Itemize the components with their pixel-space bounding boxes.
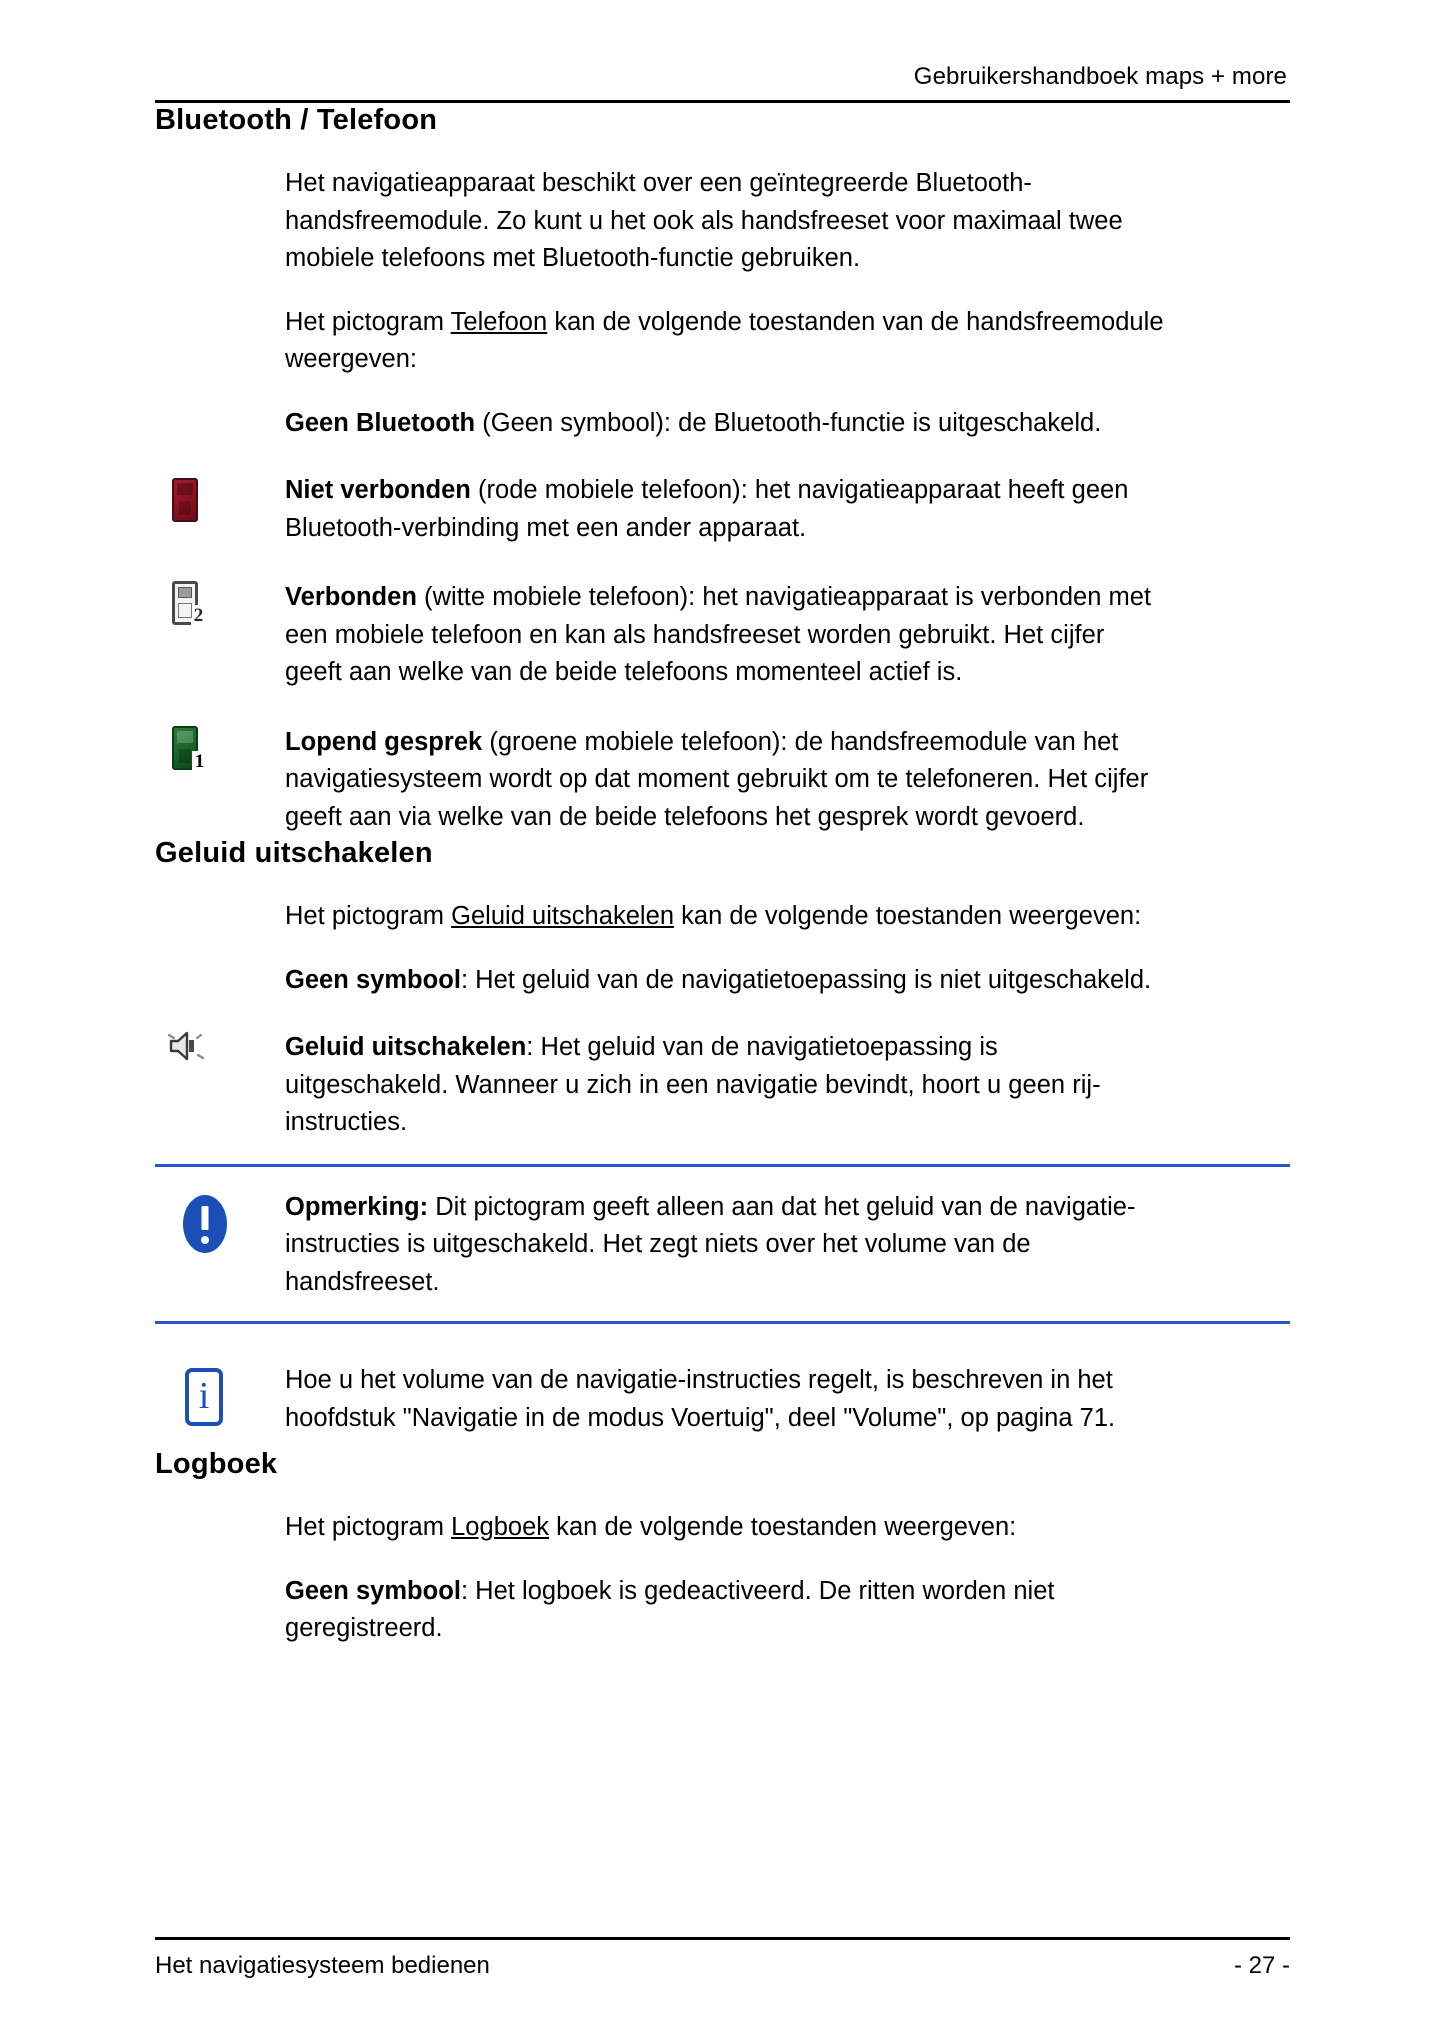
state-niet-verbonden <box>285 472 1165 547</box>
state-term: Verbonden <box>285 583 417 611</box>
state-geluid-uitschakelen <box>285 1029 1165 1142</box>
green-phone-icon-slot <box>172 726 232 786</box>
note-term: Opmerking: <box>285 1192 429 1221</box>
green-phone-icon <box>172 726 205 772</box>
state-description: (witte mobiele telefoon): het navigatieapparaat is verbonden met een mobiele telefoon en kan als handsfreeset worden gebruikt. Het cijfer geeft aan welke van de beide telefoons momenteel actief is. <box>285 583 1152 686</box>
state-description: (rode mobiele telefoon): het navigatieapparaat heeft geen Bluetooth-verbinding met een ander apparaat. <box>285 476 1129 542</box>
info-text: Hoe u het volume van de navigatie-instructies regelt, is beschreven in het hoofdstuk "Navigatie in de modus Voertuig", deel "Volume", op pagina 71. <box>285 1366 1116 1432</box>
pictogram-link-telefoon[interactable]: Telefoon <box>450 307 548 336</box>
note-description: Dit pictogram geeft alleen aan dat het geluid van de navigatie-instructies is uitgeschakeld. Het zegt niets over het volume van de handsfreeset. <box>285 1192 1136 1296</box>
page-title-geluid: Geluid uitschakelen <box>155 837 433 869</box>
pictogram-link-logboek[interactable]: Logboek <box>451 1513 550 1541</box>
white-phone-icon <box>172 581 204 626</box>
state-term: Geen Bluetooth <box>285 408 476 437</box>
state-geen-symbool-geluid <box>285 962 1165 1000</box>
page-footer <box>155 1937 1290 1980</box>
state-term: Niet verbonden <box>285 476 471 504</box>
phone-digit-badge: 1 <box>192 751 207 772</box>
note-box-opmerking <box>155 1164 1290 1325</box>
geluid-body <box>285 898 1165 999</box>
page-header <box>155 0 1290 103</box>
white-phone-icon-slot <box>172 581 232 641</box>
pictogram-lead-text: Het pictogram <box>285 902 452 930</box>
state-description: : Het geluid van de navigatietoepassing is niet uitgeschakeld. <box>460 965 1152 994</box>
state-geen-bluetooth <box>285 405 1165 443</box>
footer-page-number: - 27 - <box>1233 1952 1290 1979</box>
state-term: Geluid uitschakelen <box>285 1033 527 1061</box>
footer-chapter-title: Het navigatiesysteem bedienen <box>155 1952 490 1979</box>
mute-speaker-icon <box>167 1029 207 1063</box>
header-title: Gebruikershandboek maps + more <box>913 63 1287 90</box>
page-title-bluetooth: Bluetooth / Telefoon <box>155 104 438 136</box>
state-geen-symbool-logboek <box>285 1573 1165 1648</box>
pictogram-link-geluid-uitschakelen[interactable]: Geluid uitschakelen <box>451 902 675 930</box>
logboek-pictogram-paragraph <box>285 1509 1165 1547</box>
state-description: : Het geluid van de navigatietoepassing is uitgeschakeld. Wanneer u zich in een navigatie bevindt, hoort u geen rij-instructies. <box>285 1033 1101 1136</box>
red-phone-icon <box>172 478 198 522</box>
phone-digit-badge: 2 <box>191 605 206 626</box>
footer-row <box>155 1940 1290 1980</box>
state-lopend-gesprek <box>194 724 1165 837</box>
bluetooth-intro-paragraph: Het navigatieapparaat beschikt over een geïntegreerde Bluetooth-handsfreemodule. Zo kunt u het ook als handsfreeset voor maximaal twee mobiele telefoons met Bluetooth-functie gebruiken. <box>285 169 1123 272</box>
state-description: (Geen symbool): de Bluetooth-functie is uitgeschakeld. <box>475 408 1102 437</box>
bluetooth-pictogram-paragraph <box>285 304 1165 379</box>
state-description: (groene mobiele telefoon): de handsfreemodule van het navigatiesysteem wordt op dat moment gebruikt om te telefoneren. Het cijfer geeft aan via welke van de beide telefoons het gesprek wordt gevoerd. <box>285 727 1149 831</box>
state-verbonden <box>193 579 1165 692</box>
bluetooth-body <box>285 165 1165 442</box>
info-icon-slot <box>185 1368 247 1430</box>
note-text <box>285 1189 1165 1302</box>
mute-speaker-icon-slot <box>167 1029 227 1089</box>
info-icon-glyph: i <box>198 1375 210 1418</box>
exclamation-icon-slot <box>183 1195 245 1257</box>
state-term: Geen symbool <box>285 965 461 994</box>
geluid-pictogram-paragraph <box>285 898 1165 936</box>
exclamation-icon <box>183 1195 227 1253</box>
pictogram-lead-text: Het pictogram <box>285 307 451 336</box>
logboek-body <box>285 1509 1165 1648</box>
red-phone-icon-slot <box>172 478 232 538</box>
pictogram-tail-text: kan de volgende toestanden weergeven: <box>549 1513 1017 1541</box>
pictogram-tail-text: kan de volgende toestanden weergeven: <box>674 902 1142 930</box>
info-box-volume <box>155 1356 1290 1447</box>
pictogram-lead-text: Het pictogram <box>285 1513 452 1541</box>
state-description: : Het logboek is gedeactiveerd. De ritten worden niet geregistreerd. <box>285 1576 1055 1642</box>
page-title-logboek: Logboek <box>155 1448 278 1480</box>
pictogram-tail-text: kan de volgende toestanden van de handsfreemodule weergeven: <box>285 307 1164 373</box>
state-term: Lopend gesprek <box>285 727 483 756</box>
state-term: Geen symbool <box>285 1576 461 1605</box>
info-icon <box>185 1368 223 1426</box>
